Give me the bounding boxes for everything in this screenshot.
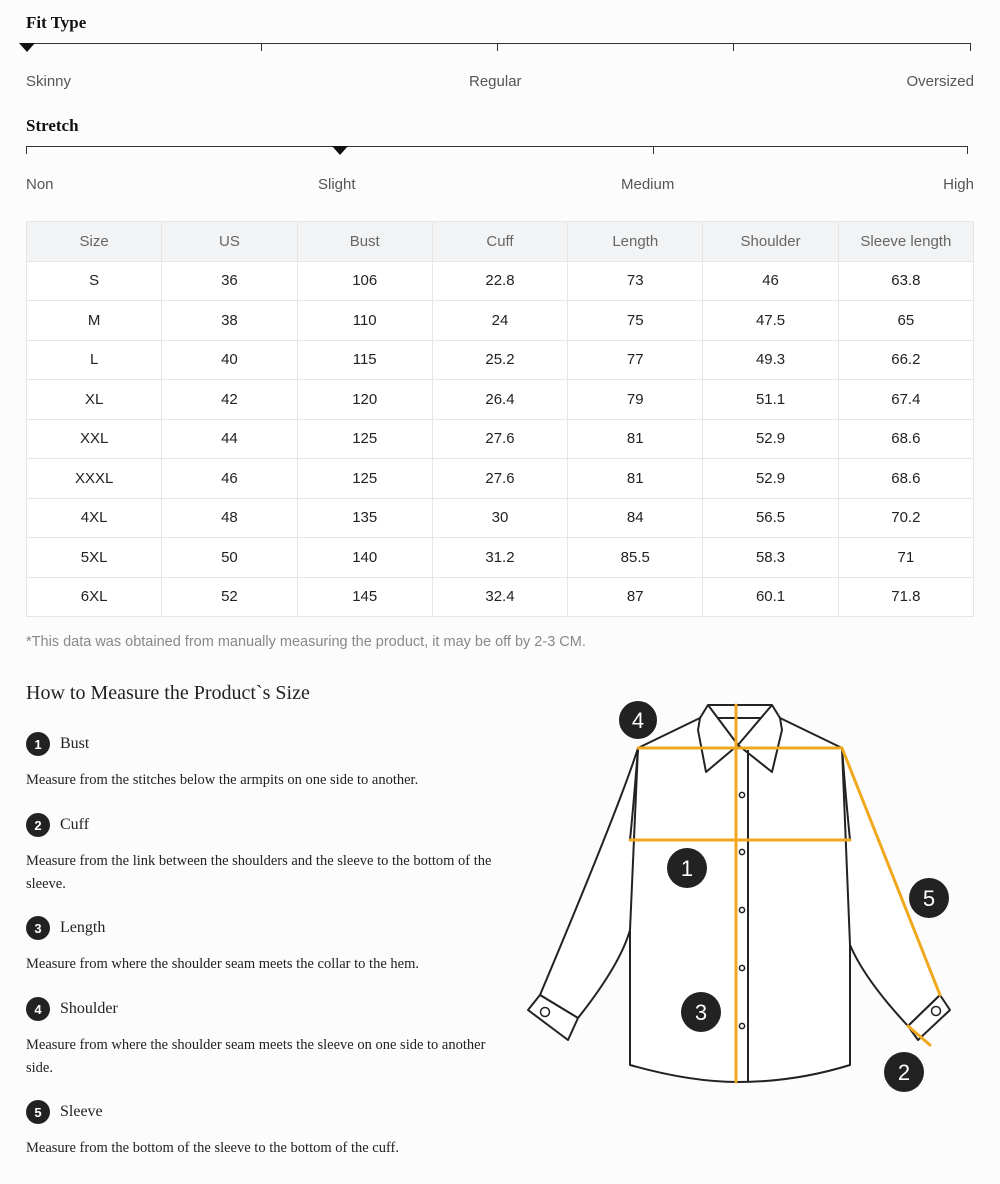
header-length: Length: [568, 222, 703, 262]
table-row: [27, 459, 974, 499]
step-name: Length: [60, 919, 106, 936]
left-cuff-button: [541, 1008, 550, 1017]
table-cell: 79: [568, 380, 703, 420]
table-cell: 26.4: [432, 380, 567, 420]
header-cuff: Cuff: [432, 222, 567, 262]
table-row: [27, 340, 974, 380]
table-cell: 46: [162, 459, 297, 499]
table-cell: 27.6: [432, 459, 567, 499]
marker-3-label: 3: [694, 1000, 708, 1025]
marker-3: [681, 992, 721, 1032]
step-description: Measure from the link between the shoulders and the sleeve to the bottom of the sleeve.: [26, 853, 492, 892]
table-row: [27, 380, 974, 420]
table-cell: 71: [838, 538, 973, 578]
step-length: [26, 916, 496, 976]
table-cell: 27.6: [432, 419, 567, 459]
table-cell: 66.2: [838, 340, 973, 380]
table-cell: 68.6: [838, 419, 973, 459]
table-cell: 6XL: [27, 577, 162, 617]
table-cell: 46: [703, 261, 838, 301]
table-row: [27, 301, 974, 341]
marker-5-label: 5: [922, 886, 936, 911]
shirt-button: [739, 849, 744, 854]
table-cell: 52.9: [703, 459, 838, 499]
header-sleeve-length: Sleeve length: [838, 222, 973, 262]
table-cell: 50: [162, 538, 297, 578]
table-cell: XL: [27, 380, 162, 420]
table-cell: 87: [568, 577, 703, 617]
shirt-button: [739, 965, 744, 970]
marker-2: [884, 1052, 924, 1092]
stretch-label-slight: Slight: [318, 176, 356, 193]
stretch-tick: [967, 146, 968, 154]
marker-2-label: 2: [897, 1060, 911, 1085]
table-cell: 110: [297, 301, 432, 341]
table-cell: 65: [838, 301, 973, 341]
table-cell: L: [27, 340, 162, 380]
step-number-badge: 3: [26, 916, 50, 940]
table-cell: 75: [568, 301, 703, 341]
table-cell: 81: [568, 419, 703, 459]
table-row: [27, 577, 974, 617]
table-cell: 5XL: [27, 538, 162, 578]
step-name: Cuff: [60, 816, 90, 833]
table-cell: 56.5: [703, 498, 838, 538]
stretch-label-high: High: [943, 176, 974, 193]
fit-type-label-oversized: Oversized: [906, 73, 974, 90]
table-cell: 77: [568, 340, 703, 380]
fit-type-tick: [497, 43, 498, 51]
fit-type-tick: [261, 43, 262, 51]
step-number-badge: 5: [26, 1100, 50, 1124]
step-number-badge: 1: [26, 732, 50, 756]
step-description: Measure from where the shoulder seam meets the collar to the hem.: [26, 956, 419, 972]
table-cell: 73: [568, 261, 703, 301]
size-table: [26, 221, 974, 617]
table-cell: 125: [297, 419, 432, 459]
marker-4-label: 4: [631, 708, 645, 733]
stretch-label-non: Non: [26, 176, 54, 193]
step-description: Measure from where the shoulder seam meets the sleeve on one side to another side.: [26, 1037, 486, 1076]
table-cell: 81: [568, 459, 703, 499]
header-bust: Bust: [297, 222, 432, 262]
table-cell: 63.8: [838, 261, 973, 301]
step-bust: [26, 732, 496, 792]
table-cell: 135: [297, 498, 432, 538]
table-cell: 31.2: [432, 538, 567, 578]
table-row: [27, 261, 974, 301]
table-row: [27, 419, 974, 459]
table-cell: 85.5: [568, 538, 703, 578]
fit-type-title: Fit Type: [26, 13, 87, 32]
table-cell: 60.1: [703, 577, 838, 617]
measurement-note: *This data was obtained from manually measuring the product, it may be off by 2-3 CM.: [26, 634, 586, 650]
table-cell: 67.4: [838, 380, 973, 420]
step-description: Measure from the bottom of the sleeve to the bottom of the cuff.: [26, 1140, 400, 1156]
shirt-button: [739, 792, 744, 797]
step-name: Shoulder: [60, 1000, 118, 1017]
fit-type-selected-marker: [19, 43, 35, 52]
table-cell: 71.8: [838, 577, 973, 617]
left-sleeve-outline: [540, 748, 638, 1018]
table-cell: S: [27, 261, 162, 301]
table-cell: 22.8: [432, 261, 567, 301]
fit-type-scale-line: [26, 43, 971, 44]
shirt-button: [739, 1023, 744, 1028]
step-sleeve: [26, 1100, 496, 1160]
table-cell: 140: [297, 538, 432, 578]
table-cell: 49.3: [703, 340, 838, 380]
header-size: Size: [27, 222, 162, 262]
shirt-diagram: [520, 690, 960, 1100]
stretch-tick: [26, 146, 27, 154]
shirt-button: [739, 907, 744, 912]
header-shoulder: Shoulder: [703, 222, 838, 262]
table-cell: 68.6: [838, 459, 973, 499]
fit-type-tick: [970, 43, 971, 51]
table-cell: 106: [297, 261, 432, 301]
marker-4: [618, 700, 658, 740]
step-name: Bust: [60, 735, 90, 752]
stretch-title: Stretch: [26, 116, 79, 135]
table-cell: XXL: [27, 419, 162, 459]
table-cell: 32.4: [432, 577, 567, 617]
header-us: US: [162, 222, 297, 262]
marker-1: [667, 848, 707, 888]
table-cell: 145: [297, 577, 432, 617]
table-row: [27, 538, 974, 578]
table-cell: 30: [432, 498, 567, 538]
table-cell: 120: [297, 380, 432, 420]
marker-5: [909, 878, 949, 918]
step-number-badge: 2: [26, 813, 50, 837]
how-to-title: How to Measure the Product`s Size: [26, 682, 310, 704]
step-name: Sleeve: [60, 1103, 103, 1120]
table-row: [27, 498, 974, 538]
table-cell: 44: [162, 419, 297, 459]
table-cell: 42: [162, 380, 297, 420]
table-cell: 4XL: [27, 498, 162, 538]
table-cell: 40: [162, 340, 297, 380]
fit-type-tick: [733, 43, 734, 51]
stretch-selected-marker: [332, 146, 348, 155]
table-cell: 51.1: [703, 380, 838, 420]
table-cell: 58.3: [703, 538, 838, 578]
table-cell: 47.5: [703, 301, 838, 341]
table-cell: 36: [162, 261, 297, 301]
table-header-row: [27, 222, 974, 262]
stretch-label-medium: Medium: [621, 176, 675, 193]
table-cell: 70.2: [838, 498, 973, 538]
table-cell: 52.9: [703, 419, 838, 459]
fit-type-label-skinny: Skinny: [26, 73, 72, 90]
right-cuff-button: [932, 1007, 941, 1016]
table-cell: XXXL: [27, 459, 162, 499]
table-cell: M: [27, 301, 162, 341]
table-cell: 115: [297, 340, 432, 380]
step-number-badge: 4: [26, 997, 50, 1021]
table-cell: 48: [162, 498, 297, 538]
stretch-tick: [653, 146, 654, 154]
step-shoulder: [26, 997, 496, 1080]
table-cell: 125: [297, 459, 432, 499]
step-description: Measure from the stitches below the armpits on one side to another.: [26, 772, 419, 788]
table-cell: 25.2: [432, 340, 567, 380]
fit-type-label-regular: Regular: [469, 73, 522, 90]
table-cell: 38: [162, 301, 297, 341]
table-cell: 24: [432, 301, 567, 341]
marker-1-label: 1: [680, 856, 694, 881]
stretch-scale-line: [26, 146, 968, 147]
step-cuff: [26, 813, 496, 896]
table-cell: 84: [568, 498, 703, 538]
table-cell: 52: [162, 577, 297, 617]
